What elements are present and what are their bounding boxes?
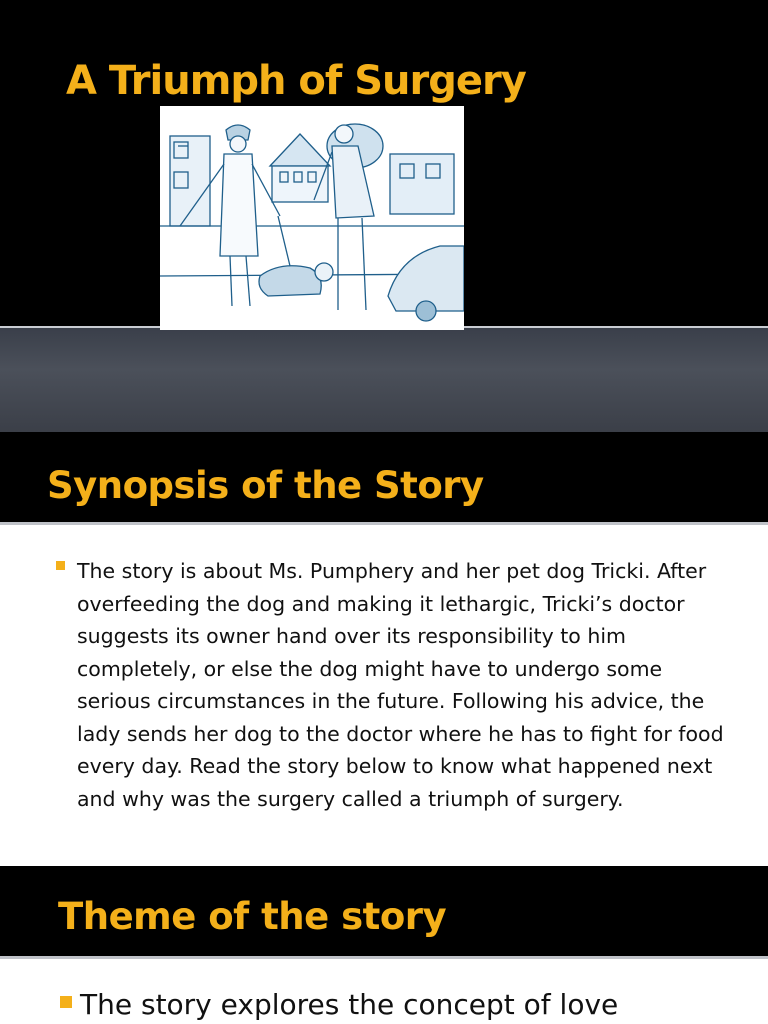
slide-title xyxy=(0,0,768,432)
slide-band xyxy=(0,326,768,432)
slide-title-heading: A Triumph of Surgery xyxy=(66,58,526,104)
story-illustration xyxy=(160,106,464,330)
illustration-icon xyxy=(160,106,464,330)
synopsis-bullet-text: The story is about Ms. Pumphery and her pet dog Tricki. After overfeeding the dog and making it lethargic, Tricki’s doctor suggests its owner hand over its responsibility to him completely, or else the dog might have to undergo some serious circumstances in the future. Following his advice, the lady sends her dog to the doctor where he has to fight for food every day. Read the story below to know what happened next and why was the surgery called a triumph of surgery. xyxy=(77,559,724,811)
bullet-square-icon xyxy=(56,561,65,570)
theme-heading: Theme of the story xyxy=(58,895,447,938)
theme-bullet-text: The story explores the concept of love xyxy=(80,988,619,1021)
synopsis-heading: Synopsis of the Story xyxy=(47,464,484,507)
bullet-square-icon xyxy=(60,996,72,1008)
